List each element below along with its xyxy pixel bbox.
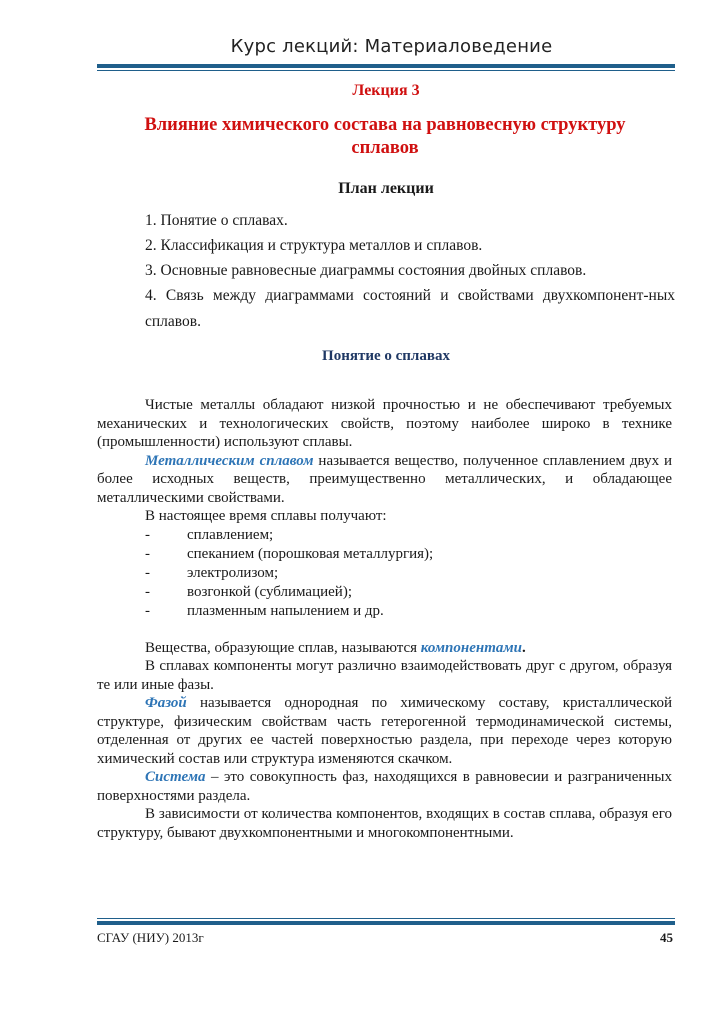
list-item-text: плазменным напылением и др. (187, 602, 384, 619)
list-item-text: электролизом; (187, 564, 279, 581)
system-definition-text: – это совокупность фаз, находящихся в равновесии и разграниченных поверхностями раздела. (97, 769, 672, 804)
paragraph-methods-intro: В настоящее время сплавы получают: (145, 508, 387, 524)
header-rule-thin (97, 70, 675, 71)
section-heading: Понятие о сплавах (322, 348, 450, 364)
list-dash: - (145, 545, 150, 562)
paragraph-alloy-definition (97, 452, 672, 508)
plan-list (145, 208, 675, 335)
list-dash: - (145, 564, 150, 581)
section-body (97, 396, 672, 842)
header-rule-thick (97, 64, 675, 68)
plan-heading: План лекции (338, 180, 434, 197)
list-item-text: спеканием (порошковая металлургия); (187, 545, 434, 562)
page-number: 45 (660, 930, 673, 945)
list-item (97, 545, 672, 564)
list-item-text: сплавлением; (187, 526, 274, 543)
methods-list (97, 526, 672, 621)
footer-rule-thick (97, 921, 675, 925)
alloy-definition-text: называется вещество, полученное сплавлением двух и более исходных веществ, преимущественно металлических, и обладающее металлическими свойствами. (97, 452, 673, 506)
components-period: . (521, 639, 526, 656)
list-dash: - (145, 583, 150, 600)
running-header-title: Курс лекций: Материаловедение (230, 36, 553, 57)
list-item (97, 564, 672, 583)
footer-institution: СГАУ (НИУ) 2013г (97, 930, 204, 945)
term-phase: Фазой (145, 695, 187, 711)
list-item-text: возгонкой (сублимацией); (187, 583, 352, 600)
list-dash: - (145, 526, 150, 543)
term-components: компонентами (420, 639, 522, 656)
lecture-title: Влияние химического состава на равновесную структуру сплавов (144, 115, 626, 158)
phase-definition-text: называется однородная по химическому составу, кристаллической структуре, физическим свойствам часть гетерогенной термодинамической системы, отделенная от других ее частей поверхностью раздела, при переходе через которую химический состав или структура изменяются скачком. (97, 695, 672, 767)
paragraph-phase-definition (97, 694, 672, 768)
list-item (97, 602, 672, 621)
paragraph-components (97, 639, 672, 658)
paragraph-component-count: В зависимости от количества компонентов, входящих в состав сплава, образуя его структуру, бывают двухкомпонентными и многокомпонентными. (97, 806, 672, 841)
plan-item: 4. Связь между диаграммами состояний и свойствами двухкомпонент-ных сплавов. (145, 287, 675, 330)
list-item (97, 526, 672, 545)
term-metallic-alloy: Металлическим сплавом (145, 452, 314, 469)
paragraph-pure-metals: Чистые металлы обладают низкой прочностью и не обеспечивают требуемых механических и технологических свойств, поэтому наиболее широко в технике (промышленности) используют сплавы. (97, 397, 672, 450)
spacer (97, 621, 672, 639)
plan-item: 2. Классификация и структура металлов и сплавов. (145, 237, 483, 254)
list-dash: - (145, 602, 150, 619)
list-item (97, 583, 672, 602)
plan-item: 1. Понятие о сплавах. (145, 212, 288, 229)
footer-rule-thin (97, 918, 675, 919)
term-system: Система (145, 769, 206, 785)
paragraph-system-definition (97, 768, 672, 805)
components-text: Вещества, образующие сплав, называются (145, 639, 421, 656)
plan-item: 3. Основные равновесные диаграммы состояния двойных сплавов. (145, 262, 587, 279)
lecture-number: Лекция 3 (352, 82, 420, 99)
paragraph-phases-intro: В сплавах компоненты могут различно взаимодействовать друг с другом, образуя те или иные фазы. (97, 658, 672, 693)
